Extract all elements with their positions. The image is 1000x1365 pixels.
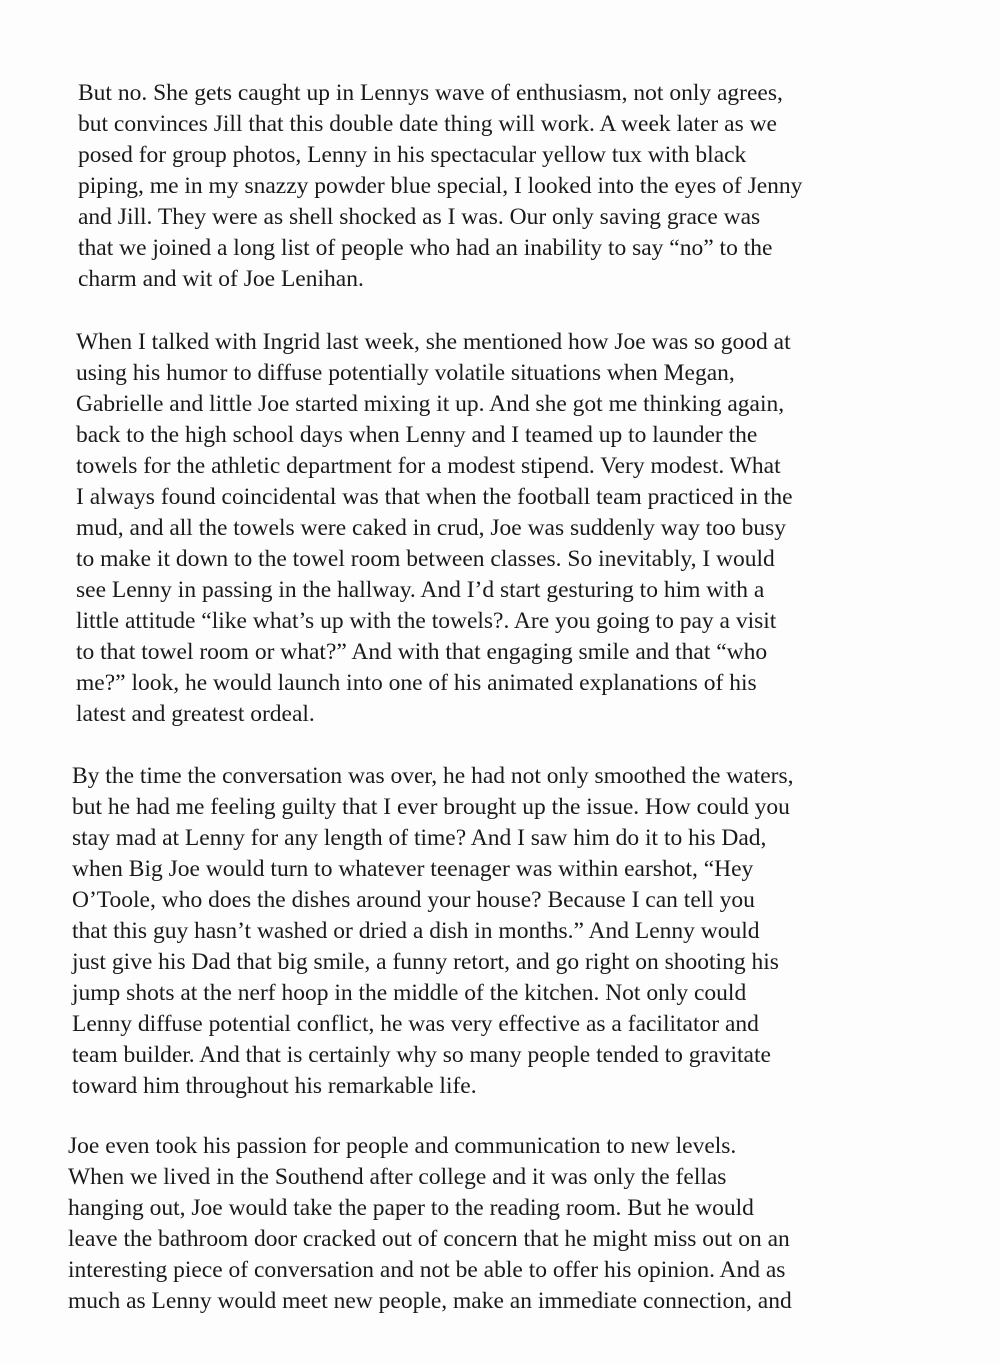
text-line: me?” look, he would launch into one of his animated explanations of his xyxy=(76,670,757,696)
text-line: I always found coincidental was that when the football team practiced in the xyxy=(76,484,793,510)
text-line: charm and wit of Joe Lenihan. xyxy=(78,266,364,292)
text-line: little attitude “like what’s up with the towels?. Are you going to pay a visit xyxy=(76,608,777,634)
text-line: latest and greatest ordeal. xyxy=(76,701,315,727)
text-line: O’Toole, who does the dishes around your house? Because I can tell you xyxy=(72,887,755,913)
text-line: much as Lenny would meet new people, make an immediate connection, and xyxy=(68,1288,792,1314)
text-line: that we joined a long list of people who had an inability to say “no” to the xyxy=(78,235,773,261)
text-line: and Jill. They were as shell shocked as I was. Our only saving grace was xyxy=(78,204,761,230)
paragraph-southend-story xyxy=(68,1131,792,1317)
text-line: Lenny diffuse potential conflict, he was very effective as a facilitator and xyxy=(72,1011,759,1037)
text-line: just give his Dad that big smile, a funny retort, and go right on shooting his xyxy=(72,949,779,975)
text-line: piping, me in my snazzy powder blue special, I looked into the eyes of Jenny xyxy=(78,173,803,199)
text-line: hanging out, Joe would take the paper to the reading room. But he would xyxy=(68,1195,754,1221)
paragraph-big-joe-story xyxy=(72,761,794,1102)
text-line: leave the bathroom door cracked out of concern that he might miss out on an xyxy=(68,1226,790,1252)
text-line: jump shots at the nerf hoop in the middle of the kitchen. Not only could xyxy=(72,980,747,1006)
text-line: posed for group photos, Lenny in his spectacular yellow tux with black xyxy=(78,142,747,168)
text-line: stay mad at Lenny for any length of time? And I saw him do it to his Dad, xyxy=(72,825,767,851)
text-line: but convinces Jill that this double date thing will work. A week later as we xyxy=(78,111,777,137)
text-line: mud, and all the towels were caked in crud, Joe was suddenly way too busy xyxy=(76,515,787,541)
text-line: Joe even took his passion for people and communication to new levels. xyxy=(68,1133,737,1159)
text-line: When I talked with Ingrid last week, she mentioned how Joe was so good at xyxy=(76,329,791,355)
text-line: that this guy hasn’t washed or dried a dish in months.” And Lenny would xyxy=(72,918,760,944)
text-line: back to the high school days when Lenny and I teamed up to launder the xyxy=(76,422,758,448)
text-line: using his humor to diffuse potentially volatile situations when Megan, xyxy=(76,360,735,386)
text-line: but he had me feeling guilty that I ever brought up the issue. How could you xyxy=(72,794,790,820)
text-line: to make it down to the towel room between classes. So inevitably, I would xyxy=(76,546,775,572)
text-line: Gabrielle and little Joe started mixing it up. And she got me thinking again, xyxy=(76,391,785,417)
text-line: team builder. And that is certainly why so many people tended to gravitate xyxy=(72,1042,771,1068)
paragraph-prom-story xyxy=(78,78,802,295)
text-line: when Big Joe would turn to whatever teenager was within earshot, “Hey xyxy=(72,856,754,882)
text-line: toward him throughout his remarkable life. xyxy=(72,1073,477,1099)
paragraph-towel-story xyxy=(76,327,793,730)
text-line: interesting piece of conversation and not be able to offer his opinion. And as xyxy=(68,1257,786,1283)
text-line: When we lived in the Southend after college and it was only the fellas xyxy=(68,1164,727,1190)
text-line: But no. She gets caught up in Lennys wave of enthusiasm, not only agrees, xyxy=(78,80,783,106)
text-line: towels for the athletic department for a modest stipend. Very modest. What xyxy=(76,453,781,479)
text-line: By the time the conversation was over, he had not only smoothed the waters, xyxy=(72,763,794,789)
text-line: see Lenny in passing in the hallway. And I’d start gesturing to him with a xyxy=(76,577,765,603)
text-line: to that towel room or what?” And with that engaging smile and that “who xyxy=(76,639,768,665)
